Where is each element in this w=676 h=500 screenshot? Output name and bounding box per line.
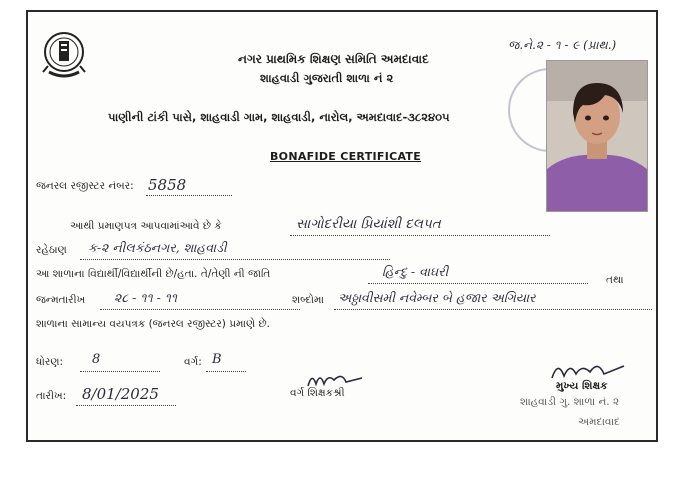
principal-label: મુખ્ય શિક્ષક xyxy=(556,380,608,392)
school-name: શાહવાડી ગુજરાતી શાળા નં ૨ xyxy=(260,71,394,85)
dob-value: ૨૮ - ૧૧ - ૧૧ xyxy=(114,290,178,305)
division-value: B xyxy=(212,352,222,367)
register-number-value: 5858 xyxy=(148,176,187,194)
caste-suffix: તથા xyxy=(606,274,624,286)
reference-number: જ.ને.૨ - ૧ - ૯ (પ્રાથ.) xyxy=(508,38,617,52)
school-board-logo-icon xyxy=(40,28,88,84)
certificate-title: BONAFIDE CERTIFICATE xyxy=(270,150,422,163)
dob-label: જન્મતારીખ xyxy=(36,294,86,306)
residence-value: ક-૨ નીલકંઠનગર, શાહવાડી xyxy=(88,240,227,255)
residence-label: રહેઠાણ xyxy=(36,244,67,256)
dob-in-words: અઠ્ઠાવીસમી નવેમ્બર બે હજાર અગિયાર xyxy=(338,290,536,305)
date-value: 8/01/2025 xyxy=(82,385,159,403)
certify-label: આથી પ્રમાણપત્ર આપવામાંઆવે છે કે xyxy=(70,220,222,232)
student-photo xyxy=(546,60,648,212)
register-number-label: જનરલ રજીસ્ટર નંબર: xyxy=(36,180,134,192)
committee-name: નગર પ્રાથમિક શિક્ષણ સમિતિ અમદાવાદ xyxy=(238,52,429,66)
student-status-label: આ શાળાના વિદ્યાર્થી/વિદ્યાર્થીની છે/હતા. તે/તેણી ની જાતિ xyxy=(36,268,271,280)
standard-value: 8 xyxy=(92,352,101,367)
principal-school: શાહવાડી ગુ. શાળા નં. ૨ xyxy=(520,396,620,408)
division-label: વર્ગ: xyxy=(184,356,202,368)
standard-label: ધોરણ: xyxy=(36,356,64,368)
bonafide-certificate xyxy=(26,10,658,442)
school-address: પાણીની ટાંકી પાસે, શાહવાડી ગામ, શાહવાડી, નારોલ, અમદાવાદ-૩૮૨૪૦૫ xyxy=(108,110,450,124)
caste-value: હિન્દુ - વાઘરી xyxy=(382,264,449,279)
in-words-label: શબ્દોમા xyxy=(292,294,324,306)
class-teacher-label: વર્ગ શિક્ષકશ્રી xyxy=(290,387,345,399)
principal-city: અમદાવાદ xyxy=(578,416,620,428)
date-label: તારીખ: xyxy=(36,390,67,402)
student-name: સાગોદરીયા પ્રિયાંશી દલપત xyxy=(296,216,441,232)
register-statement: શાળાના સામાન્ય વયપત્રક (જનરલ રજીસ્ટર) પ્રમાણે છે. xyxy=(36,318,270,330)
